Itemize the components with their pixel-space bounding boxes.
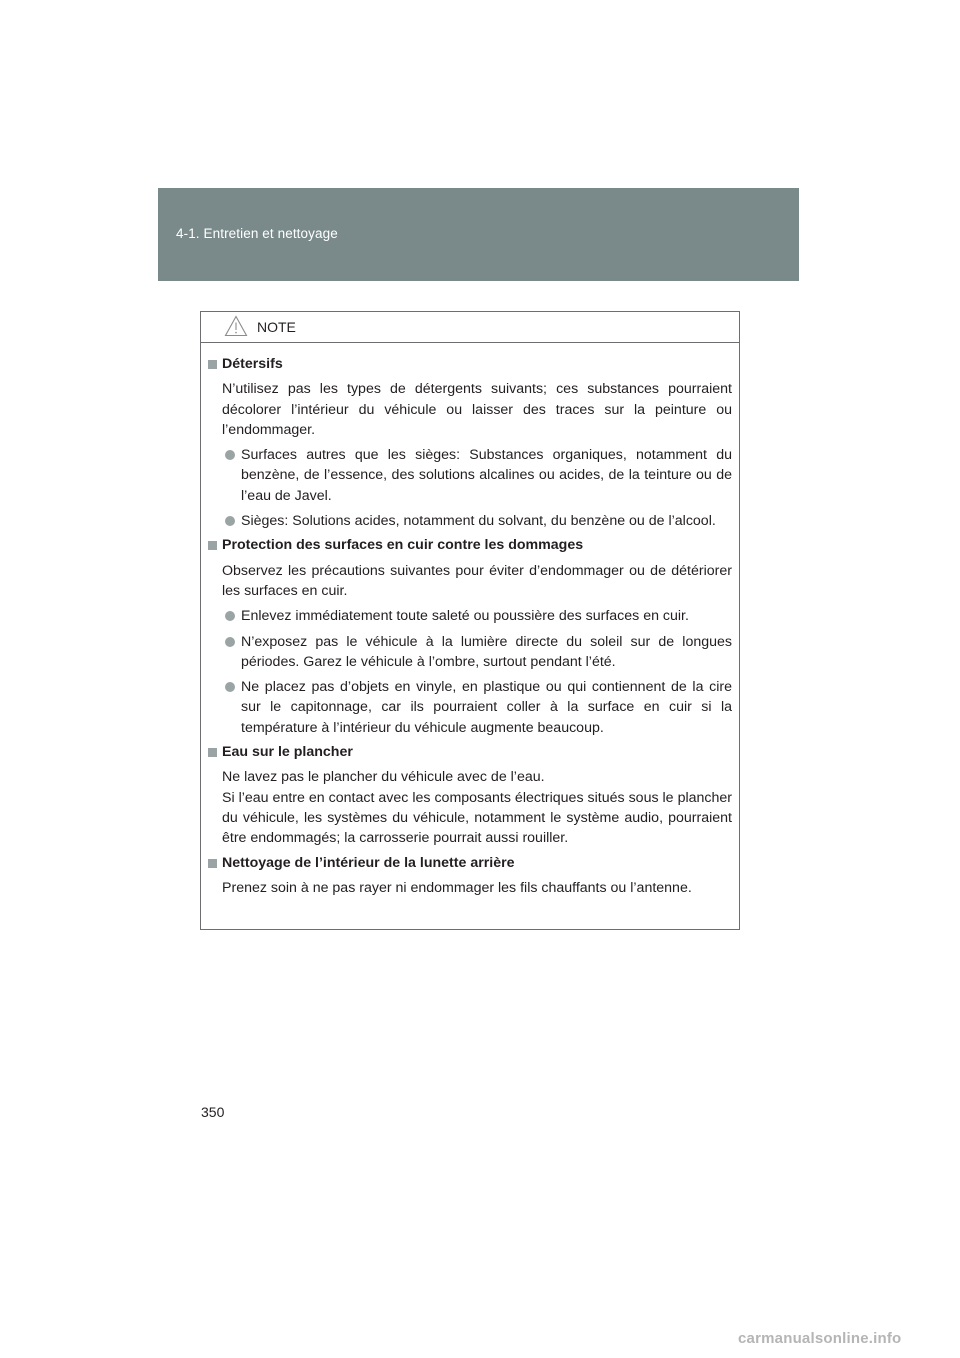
section-title: 4-1. Entretien et nettoyage [176, 226, 338, 241]
bullet-item: N’exposez pas le véhicule à la lumière directe du soleil sur de longues périodes. Garez le véhicule à l’ombre, surtout pendant l’été. [208, 632, 732, 673]
bullet-item: Ne placez pas d’objets en vinyle, en plastique ou qui contiennent de la cire sur le capitonnage, car ils pourraient coller à la surface en cuir si la température à l’intérieur du véhicule augmente beaucoup. [208, 677, 732, 738]
paragraph: Prenez soin à ne pas rayer ni endommager les fils chauffants ou l’antenne. [222, 879, 692, 896]
round-bullet-icon [225, 516, 235, 526]
round-bullet-icon [225, 637, 235, 647]
section-heading-lunette: Nettoyage de l’intérieur de la lunette arrière [208, 853, 732, 873]
square-bullet-icon [208, 748, 217, 757]
round-bullet-icon [225, 611, 235, 621]
round-bullet-icon [225, 450, 235, 460]
warning-triangle-icon [224, 315, 248, 337]
round-bullet-icon [225, 682, 235, 692]
note-title: NOTE [257, 319, 296, 335]
note-header [201, 312, 739, 343]
paragraph: N’utilisez pas les types de détergents suivants; ces substances pourraient décolorer l’intérieur du véhicule ou laisser des traces sur la peinture ou l’endommager. [222, 381, 732, 438]
section-heading-cuir: Protection des surfaces en cuir contre les dommages [208, 535, 732, 555]
bullet-item: Enlevez immédiatement toute saleté ou poussière des surfaces en cuir. [208, 606, 732, 626]
note-box [200, 311, 740, 930]
bullet-item: Surfaces autres que les sièges: Substances organiques, notamment du benzène, de l’essence, des solutions alcalines ou acides, de la teinture ou de l’eau de Javel. [208, 445, 732, 506]
footer-watermark: carmanualsonline.info [738, 1330, 902, 1347]
square-bullet-icon [208, 360, 217, 369]
note-body [201, 343, 739, 898]
page-number: 350 [201, 1104, 225, 1120]
paragraph: Observez les précautions suivantes pour éviter d’endommager ou de détériorer les surfaces en cuir. [222, 562, 732, 599]
header-band [158, 188, 799, 281]
square-bullet-icon [208, 859, 217, 868]
paragraph: Ne lavez pas le plancher du véhicule avec de l’eau. Si l’eau entre en contact avec les composants électriques situés sous le plancher du véhicule, les systèmes du véhicule, notamment le système audio, pourraient être endommagés; la carrosserie pourrait aussi rouiller. [222, 769, 732, 847]
section-heading-detersifs: Détersifs [208, 354, 732, 374]
square-bullet-icon [208, 541, 217, 550]
section-heading-eau: Eau sur le plancher [208, 742, 732, 762]
bullet-item: Sièges: Solutions acides, notamment du solvant, du benzène ou de l’alcool. [208, 511, 732, 531]
